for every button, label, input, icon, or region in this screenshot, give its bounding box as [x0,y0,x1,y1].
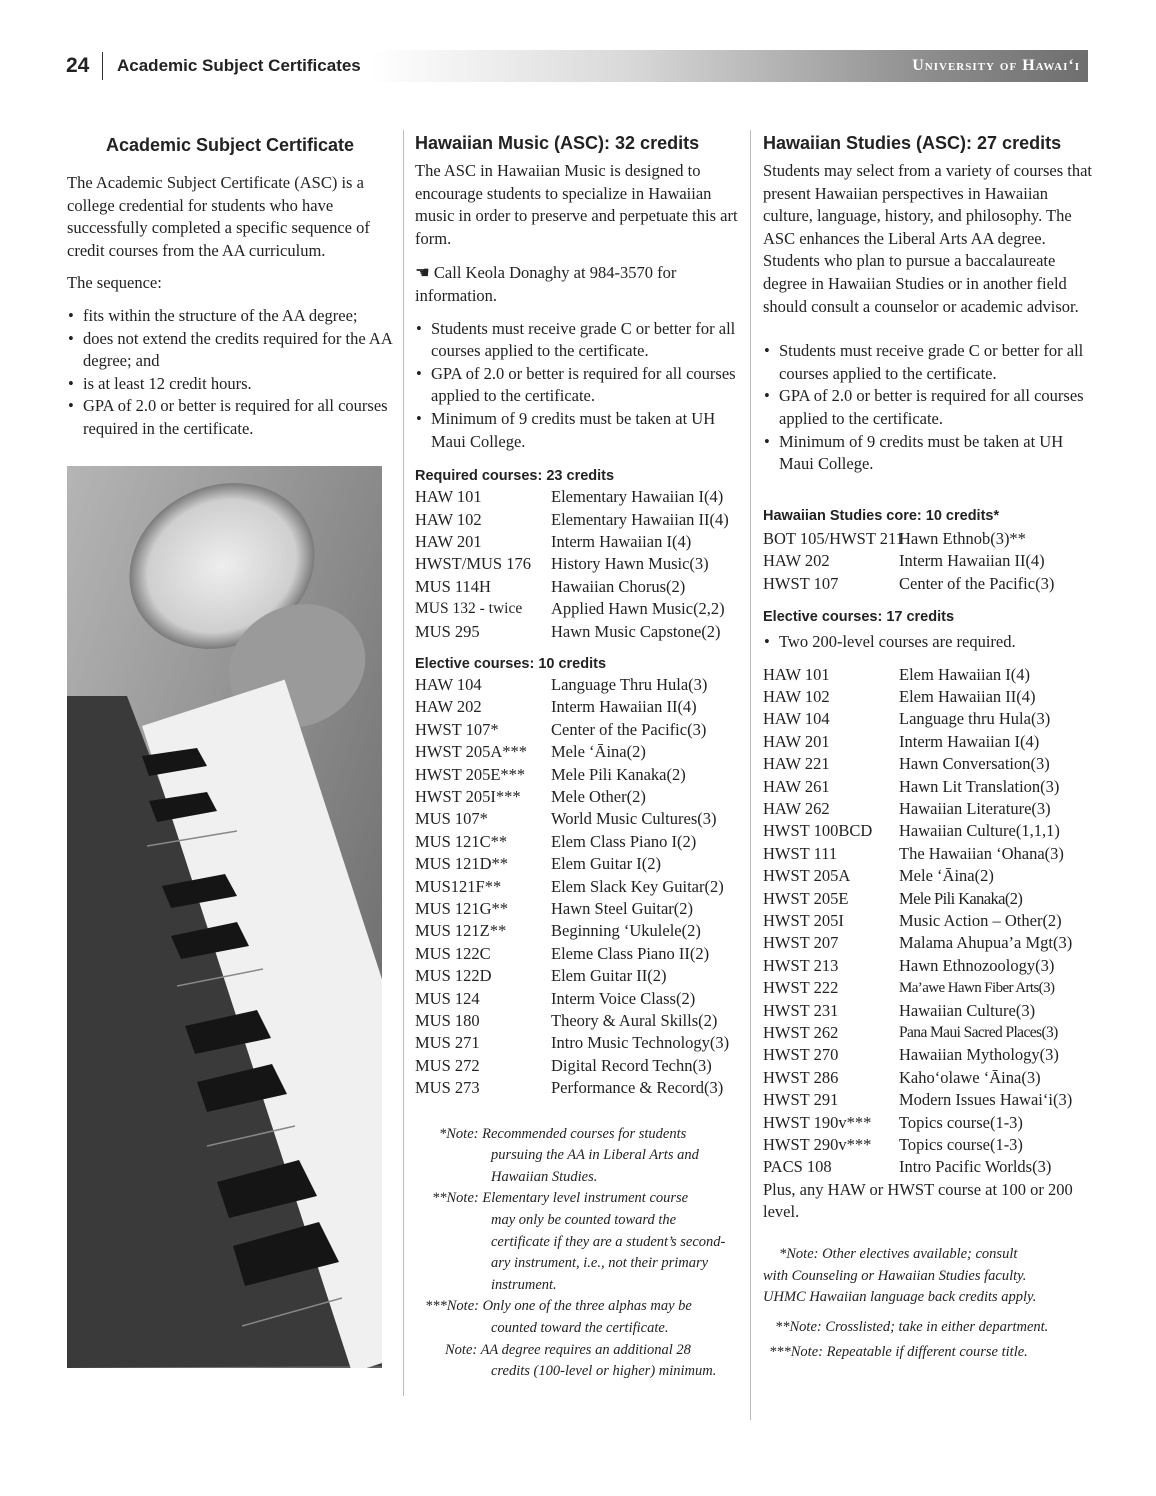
footnote-line: ary instrument, i.e., not their primary [491,1255,709,1272]
plus-note: Plus, any HAW or HWST course at 100 or 200 level. [763,1179,1073,1222]
course-code: MUS 273 [415,1078,480,1098]
course-code: MUS 295 [415,621,480,641]
course-code: HWST 190v*** [763,1112,872,1132]
list-item: • Students must receive grade C or better for all courses applied to the certificate. [415,318,745,363]
course-code: HAW 261 [763,776,830,796]
course-code: HWST 205I [763,911,844,930]
course-code: HWST 205A [763,866,851,886]
course-code: MUS 272 [415,1055,480,1075]
course-title: World Music Cultures(3) [551,809,717,829]
list-item: • is at least 12 credit hours. [67,373,393,396]
footnote-line: ***Note: Repeatable if different course title. [769,1344,1028,1361]
music-contact [415,262,745,307]
footnote-line: credits (100-level or higher) minimum. [491,1363,717,1380]
course-title: Hawn Ethnozoology(3) [899,955,1055,975]
course-code: MUS 122D [415,966,492,986]
course-code: MUS 114H [415,576,491,596]
course-code: MUS121F** [415,876,502,896]
course-title: Interm Hawaiian I(4) [551,531,692,551]
course-code: HAW 101 [415,487,482,507]
course-title: Mele Other(2) [551,787,646,806]
course-title: Elem Class Piano I(2) [551,831,697,851]
page-header [64,50,1088,82]
music-footnotes [415,1124,745,1383]
course-code: HWST 111 [763,843,838,863]
hawaiian-studies-column [763,130,1093,1364]
required-courses-table [415,486,745,643]
course-title: Pana Maui Sacred Places(3) [899,1024,1058,1042]
course-code: HWST 262 [763,1023,839,1043]
studies-electives-table [763,664,1093,1179]
course-code: MUS 271 [415,1033,480,1053]
course-code: HWST 291 [763,1090,839,1110]
course-title: Hawn Conversation(3) [899,754,1050,774]
contact-text: Call Keola Donaghy at 984-3570 for information. [415,263,677,305]
course-code: HWST 213 [763,955,839,975]
course-code: HAW 101 [763,664,830,684]
course-title: Performance & Record(3) [551,1078,724,1098]
footnote-line: **Note: Crosslisted; take in either department. [775,1318,1049,1335]
course-code: HWST 286 [763,1067,839,1087]
list-item: • GPA of 2.0 or better is required for all courses applied to the certificate. [415,363,745,408]
course-code: MUS 121D** [415,854,509,874]
header-divider [102,52,103,80]
footnote-line: **Note: Elementary level instrument course [432,1190,689,1207]
course-title: Theory & Aural Skills(2) [551,1011,718,1031]
studies-elective-heading: Elective courses: 17 credits [763,608,955,625]
course-code: PACS 108 [763,1157,832,1177]
hawaiian-music-column [415,130,745,1383]
course-code: MUS 121C** [415,831,508,851]
footnote-line: UHMC Hawaiian language back credits apply. [763,1289,1037,1306]
elective-courses-table [415,674,745,1100]
course-code: HWST 290v*** [763,1135,872,1155]
footnote-line: Note: AA degree requires an additional 28 [445,1341,691,1358]
course-title: Center of the Pacific(3) [899,573,1055,593]
course-title: Elem Slack Key Guitar(2) [551,876,724,896]
course-title: Elem Hawaiian II(4) [899,686,1036,706]
footnote-line: *Note: Recommended courses for students [439,1125,687,1142]
footnote-line: certificate if they are a student’s second- [491,1233,726,1250]
footnote-line: counted toward the certificate. [491,1320,669,1337]
course-title: Hawaiian Literature(3) [899,798,1051,818]
course-title: Elem Guitar II(2) [551,966,667,986]
course-code: HAW 104 [763,709,830,729]
studies-requirements-list [763,340,1093,476]
course-code: HAW 221 [763,754,830,774]
course-code: HWST 205E [763,888,849,908]
studies-elective-note [763,631,1093,654]
course-code: HWST 100BCD [763,821,873,841]
course-title: Ma’awe Hawn Fiber Arts(3) [899,980,1055,997]
core-courses-table [763,528,1093,595]
course-code: HWST/MUS 176 [415,554,531,574]
course-title: Interm Hawaiian II(4) [899,551,1045,571]
course-title: Mele Pili Kanaka(2) [551,764,686,784]
course-title: Digital Record Techn(3) [551,1055,712,1075]
course-title: Elem Hawaiian I(4) [899,664,1031,684]
studies-title: Hawaiian Studies (ASC): 27 credits [763,133,1062,153]
piano-drum-photo [67,466,382,1368]
course-code: HWST 231 [763,1000,839,1020]
course-code: HAW 201 [763,731,830,751]
course-title: Mele Pili Kanaka(2) [899,888,1023,908]
course-title: Elem Guitar I(2) [551,854,661,874]
asc-overview-column [67,130,393,441]
list-item: • Minimum of 9 credits must be taken at UH Maui College. [763,431,1093,476]
footnote-line: may only be counted toward the [491,1212,677,1229]
footnote-line: ***Note: Only one of the three alphas may be [425,1298,692,1315]
asc-title: Academic Subject Certificate [105,135,355,155]
course-code: HWST 205A*** [415,742,527,762]
course-title: Music Action – Other(2) [899,911,1062,930]
list-item: • GPA of 2.0 or better is required for all courses applied to the certificate. [763,385,1093,430]
elective-courses-heading: Elective courses: 10 credits [415,655,607,672]
list-item: • fits within the structure of the AA degree; [67,305,393,328]
course-title: Eleme Class Piano II(2) [551,943,710,963]
course-title: History Hawn Music(3) [551,554,709,574]
course-title: Malama Ahupua’a Mgt(3) [899,933,1073,953]
footnote-line: instrument. [491,1276,557,1293]
list-item: • does not extend the credits required for the AA degree; and [67,328,393,373]
course-code: HAW 201 [415,531,482,551]
course-code: HAW 262 [763,798,830,818]
course-code: HAW 102 [415,509,482,529]
course-code: HWST 222 [763,978,839,998]
column-divider [750,130,751,1420]
course-code: HAW 202 [763,551,830,571]
course-title: Hawn Music Capstone(2) [551,621,721,641]
course-code: HAW 104 [415,674,482,694]
course-title: Language thru Hula(3) [899,709,1051,729]
music-intro: The ASC in Hawaiian Music is designed to encourage students to specialize in Hawaiian music in order to preserve and perpetuate this art form. [415,161,738,248]
course-code: HAW 102 [763,686,830,706]
course-title: Intro Pacific Worlds(3) [899,1157,1052,1177]
list-item: • Minimum of 9 credits must be taken at UH Maui College. [415,408,745,453]
sequence-label: The sequence: [67,273,162,293]
studies-footnotes [763,1244,1093,1364]
course-code: MUS 107* [415,809,488,829]
music-requirements-list [415,318,745,454]
course-title: Hawaiian Mythology(3) [899,1045,1059,1065]
course-title: Elementary Hawaiian I(4) [551,487,724,507]
column-divider [403,130,404,1396]
phone-hand-icon: ☚ [415,263,430,283]
course-title: Mele ‘Āina(2) [551,742,646,762]
music-title: Hawaiian Music (ASC): 32 credits [415,133,700,153]
course-code: MUS 121Z** [415,921,507,941]
footnote-line: pursuing the AA in Liberal Arts and [491,1147,699,1164]
course-title: Hawn Steel Guitar(2) [551,899,694,919]
course-title: Mele ‘Āina(2) [899,866,994,886]
course-title: Topics course(1-3) [899,1112,1023,1132]
course-title: Hawaiian Chorus(2) [551,576,686,596]
course-code: HWST 107 [763,573,839,593]
studies-intro: Students may select from a variety of courses that present Hawaiian perspectives in Hawaiian culture, language, history, and philosophy. The ASC enhances the Liberal Arts AA degree. Students who plan to pursue a baccalaureate degree in Hawaiian Studies or in another field should consult a counselor or academic advisor. [763,161,1092,316]
course-title: Interm Voice Class(2) [551,988,696,1008]
course-code: BOT 105/HWST 211 [763,528,904,548]
course-title: Hawn Lit Translation(3) [899,776,1060,796]
course-title: Modern Issues Hawai‘i(3) [899,1090,1073,1110]
piano-illustration [67,466,382,1368]
required-courses-heading: Required courses: 23 credits [415,468,615,485]
course-title: Hawaiian Culture(3) [899,1000,1036,1020]
course-code: HWST 205E*** [415,764,526,784]
course-code: HWST 207 [763,933,839,953]
list-item: • Two 200-level courses are required. [763,631,1093,654]
course-code: HAW 202 [415,697,482,717]
course-title: Kaho‘olawe ‘Āina(3) [899,1067,1041,1087]
course-title: Hawaiian Culture(1,1,1) [899,821,1060,841]
course-code: HWST 107* [415,719,499,739]
course-code: MUS 121G** [415,899,509,919]
course-code: HWST 205I*** [415,787,521,806]
course-title: Interm Hawaiian II(4) [551,697,697,717]
course-code: HWST 270 [763,1045,839,1065]
course-title: Intro Music Technology(3) [551,1033,730,1053]
footnote-line: *Note: Other electives available; consult [779,1246,1018,1263]
section-title: Academic Subject Certificates [117,56,361,75]
core-courses-heading: Hawaiian Studies core: 10 credits* [763,507,1000,524]
asc-intro: The Academic Subject Certificate (ASC) is a college credential for students who have successfully completed a specific sequence of credit courses from the AA curriculum. [67,173,370,260]
course-title: Elementary Hawaiian II(4) [551,509,729,529]
course-title: Hawn Ethnob(3)** [899,528,1026,548]
course-title: Center of the Pacific(3) [551,719,707,739]
footnote-line: Hawaiian Studies. [491,1168,598,1185]
course-title: Applied Hawn Music(2,2) [551,599,725,619]
course-title: Beginning ‘Ukulele(2) [551,921,701,941]
sequence-list [67,305,393,441]
course-code: MUS 124 [415,988,480,1008]
course-title: Language Thru Hula(3) [551,674,708,694]
footnote-line: with Counseling or Hawaiian Studies faculty. [763,1267,1027,1284]
course-title: Topics course(1-3) [899,1135,1023,1155]
course-code: MUS 122C [415,943,491,963]
course-code: MUS 180 [415,1011,480,1031]
list-item: • Students must receive grade C or better for all courses applied to the certificate. [763,340,1093,385]
course-title: Interm Hawaiian I(4) [899,731,1040,751]
list-item: • GPA of 2.0 or better is required for all courses required in the certificate. [67,395,393,440]
course-title: The Hawaiian ‘Ohana(3) [899,843,1064,863]
page-number: 24 [66,54,90,77]
institution-name: University of Hawai‘i [912,57,1080,74]
course-code: MUS 132 - twice [415,600,523,618]
